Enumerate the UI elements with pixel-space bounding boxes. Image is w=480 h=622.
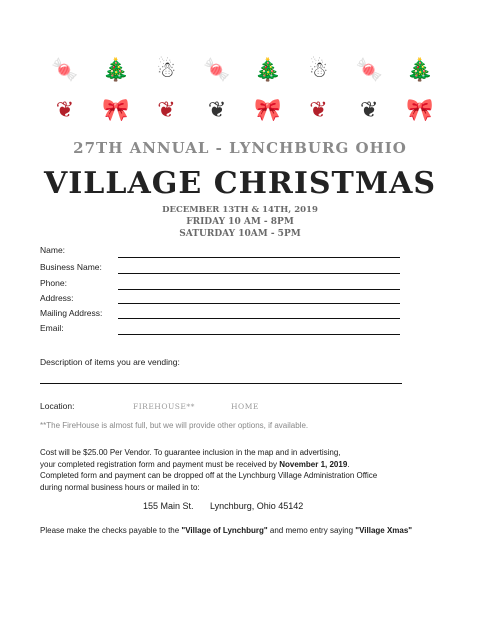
page-title: VILLAGE CHRISTMAS: [43, 166, 437, 201]
phone-label: Phone:: [40, 278, 67, 288]
candy-cane-icon: 🍬: [203, 58, 231, 83]
cost-line-2-suffix: .: [347, 459, 350, 469]
bow-icon: 🎀: [254, 98, 282, 123]
checks-instruction: [40, 526, 412, 535]
wreath-icon: 🎄: [406, 58, 434, 83]
cost-deadline: November 1, 2019: [279, 459, 348, 469]
business-name-label: Business Name:: [40, 262, 102, 272]
mailing-address-field[interactable]: [118, 318, 400, 319]
address-label: Address:: [40, 293, 74, 303]
decoration-row-top: [45, 58, 440, 84]
candy-cane-icon: 🍬: [355, 58, 383, 83]
friday-hours: FRIDAY 10 AM - 8PM: [186, 217, 294, 227]
cost-line-2: [40, 459, 377, 471]
business-name-field[interactable]: [118, 273, 400, 274]
name-field[interactable]: [118, 257, 400, 258]
description-field[interactable]: [40, 383, 402, 384]
phone-field[interactable]: [118, 289, 400, 290]
checks-middle: and memo entry saying: [267, 526, 356, 535]
wreath-icon: 🎄: [102, 58, 130, 83]
bow-icon: 🎀: [102, 98, 130, 123]
cost-line-4: during normal business hours or mailed in to:: [40, 482, 200, 492]
saturday-hours: SATURDAY 10AM - 5PM: [179, 229, 301, 239]
cost-line-2-prefix: your completed registration form and payment must be received by: [40, 459, 280, 469]
address-field[interactable]: [118, 303, 400, 304]
snowman-icon: ☃: [156, 58, 177, 83]
name-label: Name:: [40, 245, 66, 255]
holly-icon: ❦: [55, 98, 75, 123]
cost-paragraph: [40, 447, 377, 493]
address-city: Lynchburg, Ohio 45142: [210, 501, 304, 511]
location-label: Location:: [40, 401, 75, 411]
email-field[interactable]: [118, 334, 400, 335]
cost-line-3: Completed form and payment can be dropped off at the Lynchburg Village Administration Office: [40, 471, 378, 480]
cost-line-1: Cost will be $25.00 Per Vendor. To guarantee inclusion in the map and in advertising,: [40, 448, 341, 457]
holly-icon: ❦: [207, 98, 227, 123]
holly-icon: ❦: [157, 98, 176, 123]
candy-cane-icon: 🍬: [51, 58, 79, 83]
holly-icon: ❦: [309, 98, 328, 123]
checks-prefix: Please make the checks payable to the: [40, 526, 182, 535]
wreath-icon: 🎄: [254, 58, 282, 83]
firehouse-note: **The FireHouse is almost full, but we will provide other options, if available.: [40, 421, 309, 430]
location-option-home[interactable]: HOME: [231, 402, 259, 411]
location-option-firehouse[interactable]: FIREHOUSE**: [133, 402, 195, 411]
checks-payee: "Village of Lynchburg": [181, 526, 268, 535]
bow-icon: 🎀: [406, 98, 434, 123]
address-street: 155 Main St.: [143, 501, 194, 511]
email-label: Email:: [40, 323, 64, 333]
snowman-icon: ☃: [308, 58, 329, 83]
event-dates: DECEMBER 13TH & 14TH, 2019: [162, 205, 318, 215]
description-label: Description of items you are vending:: [40, 357, 180, 367]
holly-icon: ❦: [360, 98, 379, 123]
checks-memo: "Village Xmas": [355, 526, 413, 535]
decoration-row-bottom: [45, 98, 440, 124]
mailing-address-label: Mailing Address:: [40, 308, 103, 318]
annual-heading: 27TH ANNUAL - LYNCHBURG OHIO: [73, 139, 407, 157]
